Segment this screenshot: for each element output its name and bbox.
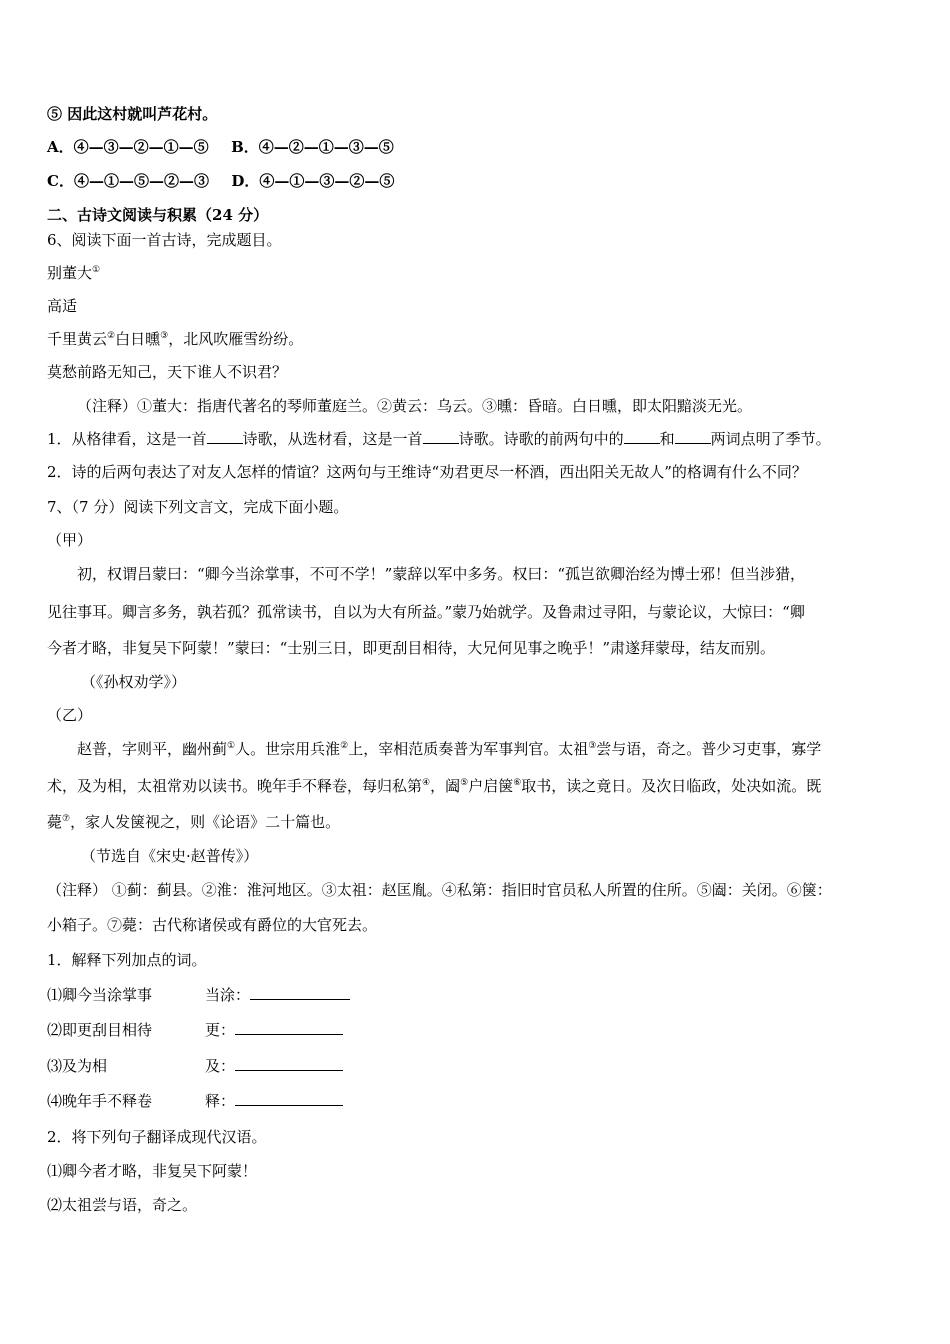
passage-yi-line <box>77 739 821 759</box>
vocab-sentence: ⑶及为相 <box>47 1057 108 1075</box>
vocab-item <box>47 1091 343 1111</box>
q5-option-c[interactable]: C．④—①—⑤—②—③ <box>47 172 209 190</box>
vocab-word: 及： <box>205 1057 236 1075</box>
q6-sub-1-text: 1．从格律看，这是一首 <box>47 430 207 448</box>
passage-yi-text: ，阖 <box>430 777 461 795</box>
translation-item: ⑵太祖尝与语，奇之。 <box>47 1196 198 1214</box>
answer-blank[interactable] <box>675 429 711 444</box>
passage-yi-text: 尝与语，奇之。普少习吏事，寡学 <box>596 740 822 758</box>
q5-option-a[interactable]: A．④—③—②—①—⑤ <box>47 138 209 156</box>
passage-jia-line: 初，权谓吕蒙曰：“卿今当涂掌事，不可不学！”蒙辞以军中多务。权曰：“孤岂欲卿治经为博士邪！但当涉猎， <box>77 565 806 583</box>
poem-line-1-part: 千里黄云 <box>47 330 108 348</box>
passage-jia-line: 见往事耳。卿言多务，孰若孤？孤常读书，自以为大有所益。”蒙乃始就学。及鲁肃过寻阳，与蒙论议，大惊曰：“卿 <box>47 603 805 621</box>
footnote-marker: ⑤ <box>460 778 469 788</box>
vocab-item <box>47 985 350 1005</box>
vocab-word: 释： <box>205 1092 236 1110</box>
q7-notes-line: 小箱子。⑦薨：古代称诸侯或有爵位的大官死去。 <box>47 916 378 934</box>
passage-yi-label: （乙） <box>47 706 93 724</box>
answer-blank[interactable] <box>207 429 243 444</box>
answer-blank[interactable] <box>250 985 350 1000</box>
passage-yi-source: （节选自《宋史·赵普传》） <box>81 847 259 865</box>
passage-yi-text: 上，宰相范质奏普为军事判官。太祖 <box>348 740 589 758</box>
q7-intro: 7、（7 分）阅读下列文言文，完成下面小题。 <box>47 498 349 516</box>
passage-yi-text: 取书，读之竟日。及次日临政，处决如流。既 <box>521 777 822 795</box>
q6-sub-1 <box>47 429 831 449</box>
vocab-word: 当涂： <box>205 986 251 1004</box>
footnote-marker: ⑦ <box>62 814 71 824</box>
q6-sub-1-text: 诗歌。诗歌的前两句中的 <box>458 430 624 448</box>
footnote-marker: ① <box>92 265 101 275</box>
q5-options-row-1 <box>47 137 394 157</box>
passage-yi-text: 赵普，字则平，幽州蓟 <box>77 740 228 758</box>
q6-sub-1-text: 和 <box>659 430 675 448</box>
vocab-item <box>47 1020 343 1040</box>
answer-blank[interactable] <box>423 429 459 444</box>
answer-blank[interactable] <box>235 1020 343 1035</box>
section-2-title: 二、古诗文阅读与积累（24 分） <box>47 206 269 224</box>
q6-notes: （注释）①董大：指唐代著名的琴师董庭兰。②黄云：乌云。③曛：昏暗。白日曛，即太阳黯淡无光。 <box>77 397 753 415</box>
poem-line-2: 莫愁前路无知己，天下谁人不识君？ <box>47 363 288 381</box>
q5-options-row-2 <box>47 171 394 191</box>
poem-line-1 <box>47 329 303 349</box>
footnote-marker: ④ <box>422 778 431 788</box>
q6-intro: 6、阅读下面一首古诗，完成题目。 <box>47 231 282 249</box>
passage-jia-line: 今者才略，非复吴下阿蒙！”蒙曰：“士别三日，即更刮目相待，大兄何见事之晚乎！”肃遂拜蒙母，结友而别。 <box>47 639 776 657</box>
vocab-sentence: ⑷晚年手不释卷 <box>47 1092 153 1110</box>
answer-blank[interactable] <box>624 429 660 444</box>
vocab-sentence: ⑵即更刮目相待 <box>47 1021 153 1039</box>
q5-option-b[interactable]: B．④—②—①—③—⑤ <box>231 138 394 156</box>
footnote-marker: ② <box>340 741 349 751</box>
footnote-marker: ① <box>227 741 236 751</box>
q6-sub-2: 2．诗的后两句表达了对友人怎样的情谊？这两句与王维诗“劝君更尽一杯酒，西出阳关无故人”的格调有什么不同？ <box>47 463 807 481</box>
footnote-marker: ③ <box>588 741 597 751</box>
passage-yi-text: 薨 <box>47 813 63 831</box>
vocab-item <box>47 1056 343 1076</box>
footnote-marker: ⑥ <box>513 778 522 788</box>
answer-blank[interactable] <box>235 1091 343 1106</box>
q7-sub-1: 1．解释下列加点的词。 <box>47 951 207 969</box>
footnote-marker: ② <box>107 331 116 341</box>
poem-title <box>47 263 100 283</box>
passage-yi-line <box>47 776 821 796</box>
passage-yi-text: ，家人发箧视之，则《论语》二十篇也。 <box>70 813 341 831</box>
q6-sub-1-text: 诗歌，从选材看，这是一首 <box>242 430 423 448</box>
passage-jia-label: （甲） <box>47 531 93 549</box>
passage-jia-source: （《孙权劝学》） <box>81 673 187 691</box>
passage-yi-line <box>47 812 340 832</box>
q7-sub-2: 2．将下列句子翻译成现代汉语。 <box>47 1128 267 1146</box>
poem-line-1-part: 白日曛 <box>115 330 161 348</box>
vocab-word: 更： <box>205 1021 236 1039</box>
q7-notes-line: （注释） ①蓟：蓟县。②淮：淮河地区。③太祖：赵匡胤。④私第：指旧时官员私人所置的住所。⑤阖：关闭。⑥箧： <box>47 881 832 899</box>
passage-yi-text: 术，及为相，太祖常劝以读书。晚年手不释卷，每归私第 <box>47 777 423 795</box>
poem-title-text: 别董大 <box>47 264 93 282</box>
poem-author: 高适 <box>47 297 78 315</box>
q6-sub-1-text: 两词点明了季节。 <box>710 430 831 448</box>
translation-item: ⑴卿今者才略，非复吴下阿蒙！ <box>47 1162 258 1180</box>
answer-blank[interactable] <box>235 1056 343 1071</box>
passage-yi-text: 人。世宗用兵淮 <box>235 740 341 758</box>
vocab-sentence: ⑴卿今当涂掌事 <box>47 986 153 1004</box>
footnote-marker: ③ <box>160 331 169 341</box>
q5-option-d[interactable]: D．④—①—③—②—⑤ <box>231 172 395 190</box>
poem-line-1-part: ，北风吹雁雪纷纷。 <box>168 330 304 348</box>
q5-item-5: ⑤ 因此这村就叫芦花村。 <box>47 105 218 123</box>
passage-yi-text: 户启箧 <box>468 777 514 795</box>
